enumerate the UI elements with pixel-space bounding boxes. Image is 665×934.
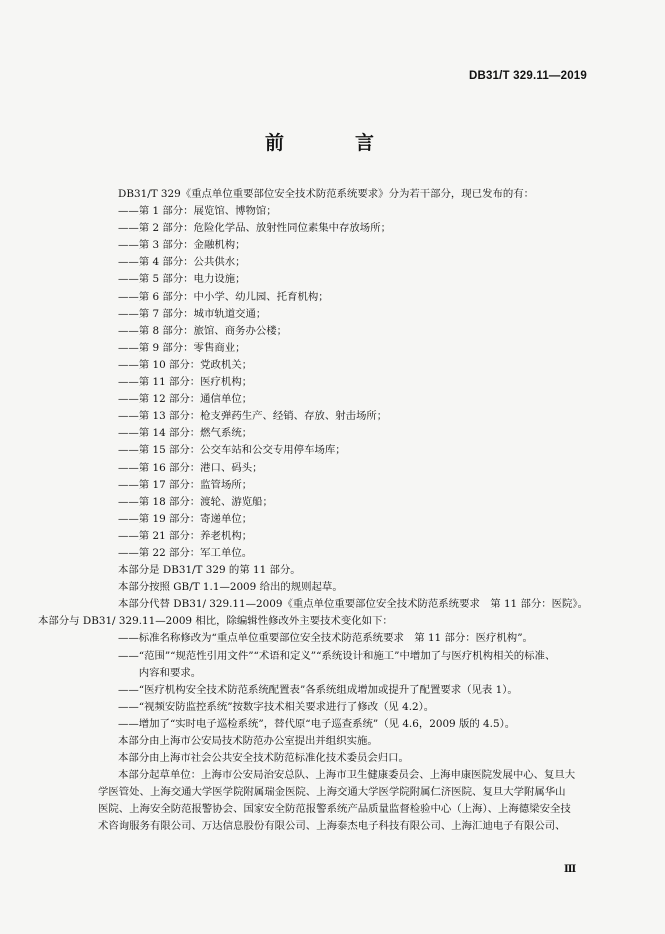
part-item: ——第 12 部分：通信单位； [118, 393, 253, 406]
standard-number: DB31/T 329.11—2019 [468, 70, 587, 82]
page-number: Ⅲ [564, 864, 577, 875]
part-item: ——第 11 部分：医疗机构； [118, 376, 253, 389]
change-item: ——标准名称修改为“重点单位重要部位安全技术防范系统要求 第 11 部分：医疗机构”。 [118, 632, 533, 645]
part-item: ——第 15 部分：公交车站和公交专用停车场库； [118, 444, 346, 457]
part-item: ——第 2 部分：危险化学品、放射性同位素集中存放场所； [118, 222, 391, 235]
rules-paragraph: 本部分按照 GB/T 1.1—2009 给出的规则起草。 [118, 581, 343, 594]
part-item: ——第 1 部分：展览馆、博物馆； [118, 205, 277, 218]
change-item: ——“范围”“规范性引用文件”“术语和定义”“系统设计和施工”中增加了与医疗机构相关的标准、 [118, 649, 556, 662]
part-item: ——第 3 部分：金融机构； [118, 239, 246, 252]
change-item: ——“视频安防监控系统”按数字技术相关要求进行了修改（见 4.2）。 [118, 700, 435, 713]
replace-text: 本部分代替 DB31/ 329.11—2009《重点单位重要部位安全技术防范系统要求 第 11 部分：医院》。 [118, 598, 589, 611]
drafters-line: 医院、上海安全防范报警协会、国家安全防范报警系统产品质量监督检验中心（上海）、上海德梁安全技 [98, 803, 571, 816]
part-item: ——第 10 部分：党政机关； [118, 358, 253, 371]
centralized-paragraph: 本部分由上海市社会公共安全技术防范标准化技术委员会归口。 [118, 752, 409, 765]
drafters-line: 学医管处、上海交通大学医学院附属瑞金医院、上海交通大学医学院附属仁济医院、复旦大学附属华山 [98, 786, 566, 799]
part-item: ——第 6 部分：中小学、幼儿园、托育机构； [118, 290, 329, 303]
part-item: ——第 4 部分：公共供水； [118, 256, 246, 269]
change-item: ——“医疗机构安全技术防范系统配置表”各系统组成增加或提升了配置要求（见表 1）。 [118, 683, 518, 696]
part-item: ——第 14 部分：燃气系统； [118, 427, 253, 440]
change-item: ——增加了“实时电子巡检系统”，替代原“电子巡查系统”（见 4.6，2009 版的 4.5）。 [118, 717, 516, 730]
parts-list [98, 203, 608, 562]
part-of-paragraph: 本部分是 DB31/T 329 的第 11 部分。 [118, 564, 301, 577]
part-item: ——第 7 部分：城市轨道交通； [118, 307, 267, 320]
change-item: 内容和要求。 [118, 666, 202, 679]
part-item: ——第 5 部分：电力设施； [118, 273, 246, 286]
page-title: 前 言 [264, 132, 400, 154]
part-item: ——第 8 部分：旅馆、商务办公楼； [118, 324, 288, 337]
foreword-body [38, 186, 608, 836]
intro-paragraph: DB31/T 329《重点单位重要部位安全技术防范系统要求》分为若干部分，现已发布的有： [118, 188, 535, 200]
drafters-line: 术咨询服务有限公司、万达信息股份有限公司、上海泰杰电子科技有限公司、上海汇迪电子有限公司、 [98, 820, 566, 833]
drafters-paragraph [38, 767, 608, 835]
replace-paragraph [38, 596, 638, 613]
part-item: ——第 9 部分：零售商业； [118, 341, 246, 354]
part-item: ——第 18 部分：渡轮、游览船； [118, 495, 273, 508]
changes-intro: 本部分与 DB31/ 329.11—2009 相比，除编辑性修改外主要技术变化如下： [38, 615, 393, 628]
changes-list [98, 630, 608, 733]
part-item: ——第 22 部分：军工单位。 [118, 546, 253, 559]
part-item: ——第 16 部分：港口、码头； [118, 461, 263, 474]
part-item: ——第 13 部分：枪支弹药生产、经销、存放、射击场所； [118, 410, 388, 423]
proposed-paragraph: 本部分由上海市公安局技术防范办公室提出并组织实施。 [118, 735, 378, 747]
part-item: ——第 17 部分：监管场所； [118, 478, 253, 491]
part-item: ——第 21 部分：养老机构； [118, 529, 253, 542]
drafters-line: 本部分起草单位：上海市公安局治安总队、上海市卫生健康委员会、上海申康医院发展中心、复旦大 [118, 769, 576, 782]
part-item: ——第 19 部分：寄递单位； [118, 512, 253, 525]
